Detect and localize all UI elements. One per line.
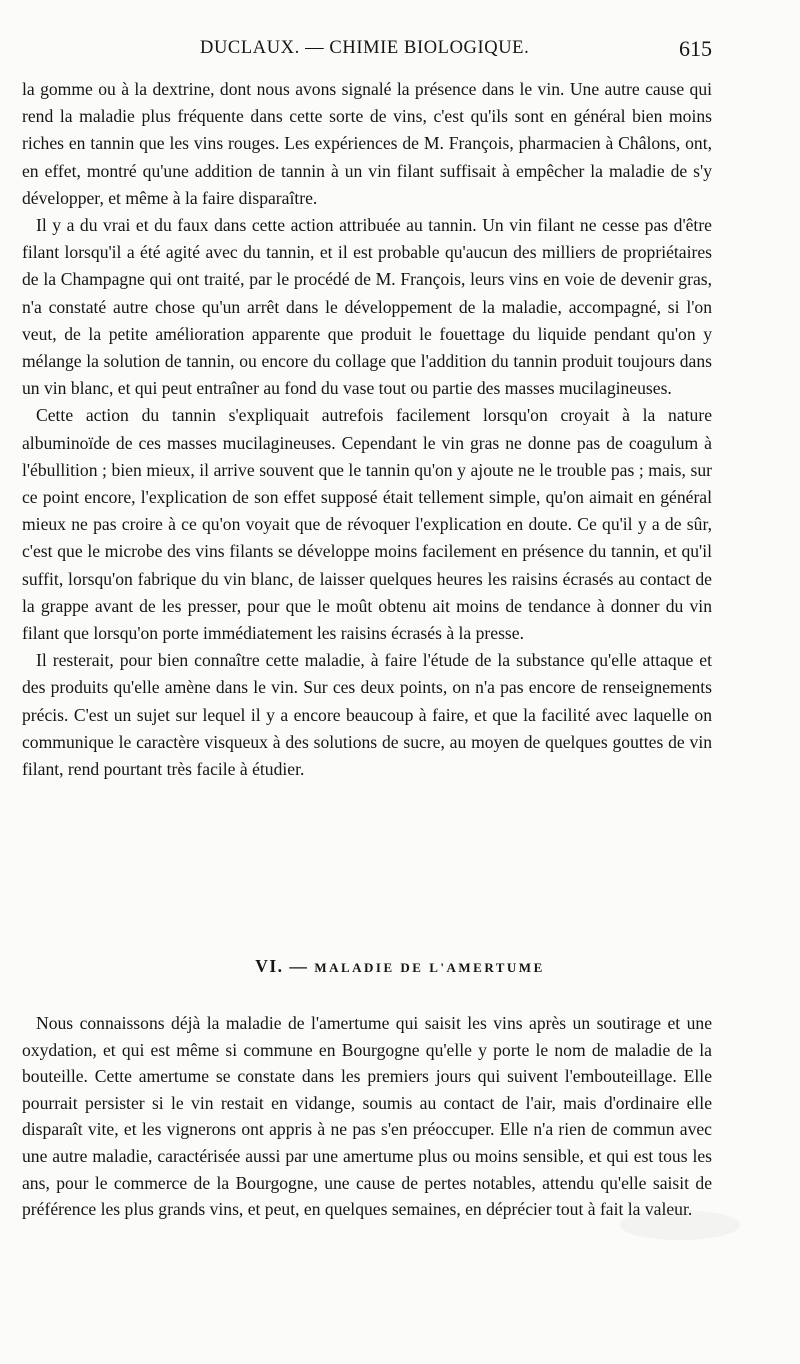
page-number: 615 [679, 36, 712, 61]
bleed-through-mark [620, 1210, 740, 1240]
body-text [22, 76, 712, 783]
paragraph: la gomme ou à la dextrine, dont nous avons signalé la présence dans le vin. Une autre cause qui rend la maladie plus fréquente dans cette sorte de vins, c'est qu'ils sont en général bien moins riches en tannin que les vins rouges. Les expériences de M. François, pharmacien à Châlons, ont, en effet, montré qu'une addition de tannin à un vin filant suffisait à empêcher la maladie de s'y développer, et même à la faire disparaître. [22, 79, 712, 208]
section-number: VI. — [255, 956, 309, 976]
section-title: MALADIE DE L'AMERTUME [314, 960, 545, 975]
paragraph: Nous connaissons déjà la maladie de l'amertume qui saisit les vins après un soutirage et une oxydation, et qui est même si commune en Bourgogne qu'elle y porte le nom de maladie de la bouteille. Cette amertume se constate dans les premiers jours qui suivent l'embouteillage. Elle pourrait persister si le vin restait en vidange, soumis au contact de l'air, mais d'ordinaire elle disparaît vite, et les vignerons ont appris à ne pas s'en préoccuper. Elle n'a rien de commun avec une autre maladie, caractérisée aussi par une amertume plus ou moins sensible, et qui est tous les ans, pour le commerce de la Bourgogne, une cause de pertes notables, attendu qu'elle saisit de préférence les plus grands vins, et peut, en quelques semaines, en déprécier tout à fait la valeur. [22, 1013, 712, 1220]
section-body [22, 1010, 712, 1223]
section-heading [0, 956, 800, 977]
paragraph: Il resterait, pour bien connaître cette maladie, à faire l'étude de la substance qu'elle attaque et des produits qu'elle amène dans le vin. Sur ces deux points, on n'a pas encore de renseignements précis. C'est un sujet sur lequel il y a encore beaucoup à faire, et que la facilité avec laquelle on communique le caractère visqueux à des solutions de sucre, au moyen de quelques gouttes de vin filant, rend pourtant très facile à étudier. [22, 650, 712, 780]
running-head [200, 36, 720, 66]
paragraph: Il y a du vrai et du faux dans cette action attribuée au tannin. Un vin filant ne cesse pas d'être filant lorsqu'il a été agité avec du tannin, et il est probable qu'aucun des milliers de propriétaires de la Champagne qui ont traité, par le procédé de M. François, leurs vins en voie de devenir gras, n'a constaté autre chose qu'un arrêt dans le développement de la maladie, accompagné, si l'on veut, de la petite amélioration apparente que produit le fouettage du liquide pendant qu'on y mélange la solution de tannin, ou encore du collage que l'addition du tannin produit toujours dans un vin blanc, et qui peut entraîner au fond du vase tout ou partie des masses mucilagineuses. [22, 215, 712, 399]
paragraph: Cette action du tannin s'expliquait autrefois facilement lorsqu'on croyait à la nature albuminoïde de ces masses mucilagineuses. Cependant le vin gras ne donne pas de coagulum à l'ébullition ; bien mieux, il arrive souvent que le tannin qu'on y ajoute ne le trouble pas ; mais, sur ce point encore, l'explication de son effet supposé était tellement simple, qu'on aimait en général mieux ne pas croire à ce qu'on voyait que de révoquer l'explication en doute. Ce qu'il y a de sûr, c'est que le microbe des vins filants se développe moins facilement en présence du tannin, et qu'il suffit, lorsqu'on fabrique du vin blanc, de laisser quelques heures les raisins écrasés au contact de la grappe avant de les presser, pour que le moût obtenu ait moins de tendance à donner du vin filant que lorsqu'on porte immédiatement les raisins écrasés à la presse. [22, 405, 712, 644]
running-title: DUCLAUX. — CHIMIE BIOLOGIQUE. [200, 38, 530, 58]
